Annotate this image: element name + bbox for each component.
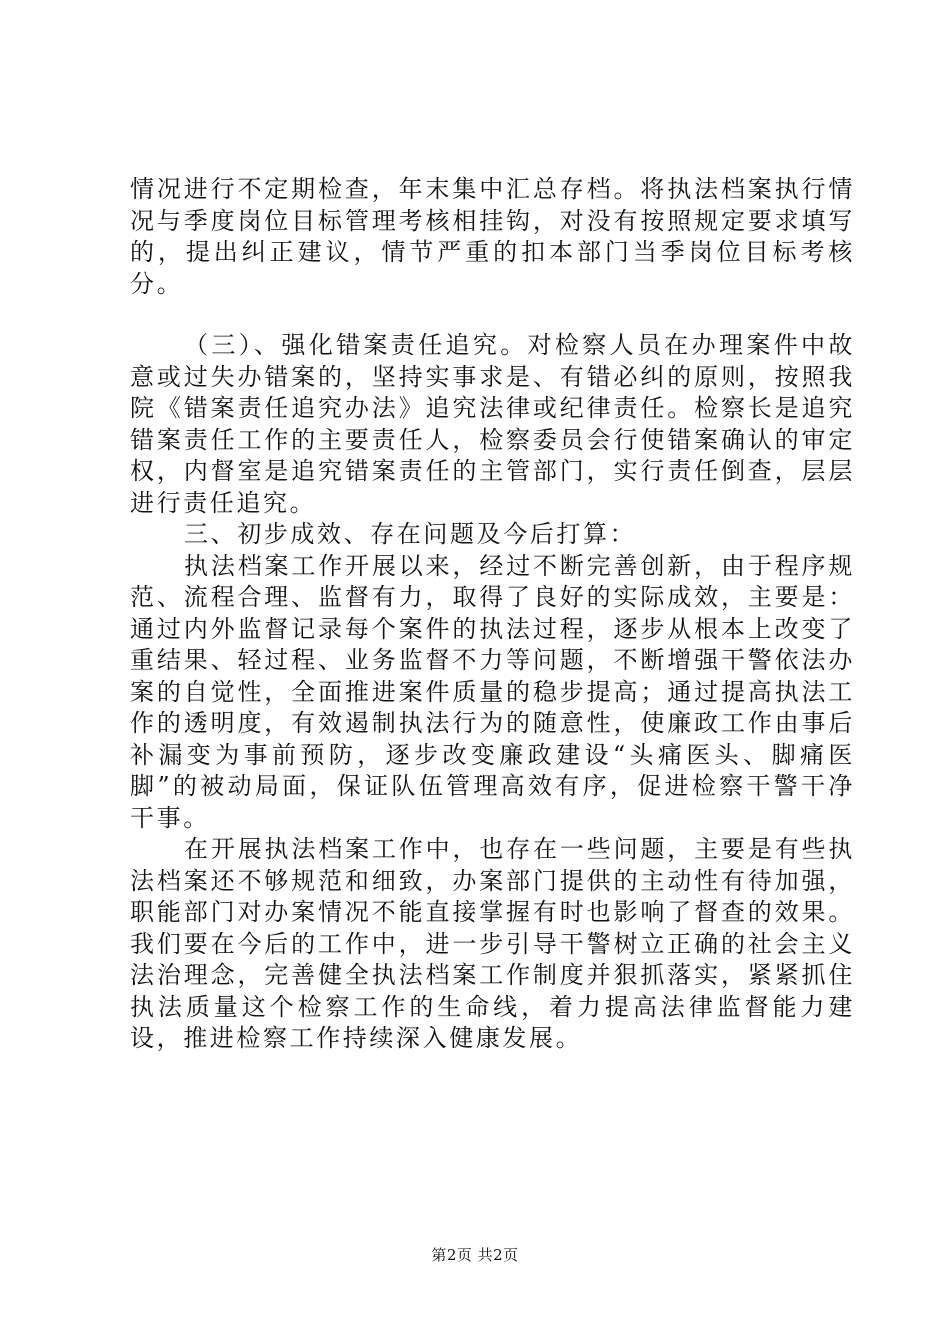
paragraph-problems-plans: 在开展执法档案工作中，也存在一些问题，主要是有些执法档案还不够规范和细致，办案部门提供的主动性有待加强，职能部门对办案情况不能直接掌握有时也影响了督查的效果。我们要在今后的工作中，进一步引导干警树立正确的社会主义法治理念，完善健全执法档案工作制度并狠抓落实，紧紧抓住执法质量这个检察工作的生命线，着力提高法律监督能力建设，推进检察工作持续深入健康发展。 [130, 835, 855, 1052]
paragraph-archive-check: 情况进行不定期检查，年末集中汇总存档。将执法档案执行情况与季度岗位目标管理考核相挂钩，对没有按照规定要求填写的，提出纠正建议，情节严重的扣本部门当季岗位目标考核分。 [130, 175, 855, 298]
paragraph-error-accountability: （三）、强化错案责任追究。对检察人员在办理案件中故意或过失办错案的，坚持实事求是、有错必纠的原则，按照我院《错案责任追究办法》追究法律或纪律责任。检察长是追究错案责任工作的主要责任人，检察委员会行使错案确认的审定权，内督室是追究错案责任的主管部门，实行责任倒查，层层进行责任追究。 [130, 331, 855, 517]
document-body [130, 174, 855, 1055]
page-number-footer: 第2页 共2页 [431, 1246, 519, 1264]
paragraph-gap [130, 300, 855, 330]
paragraph-results: 执法档案工作开展以来，经过不断完善创新，由于程序规范、流程合理、监督有力，取得了良好的实际成效，主要是：通过内外监督记录每个案件的执法过程，逐步从根本上改变了重结果、轻过程、业务监督不力等问题，不断增强干警依法办案的自觉性，全面推进案件质量的稳步提高；通过提高执法工作的透明度，有效遏制执法行为的随意性，使廉政工作由事后补漏变为事前预防，逐步改变廉政建设“头痛医头、脚痛医脚”的被动局面，保证队伍管理高效有序，促进检察干警干净干事。 [130, 551, 855, 832]
section-heading-results: 三、初步成效、存在问题及今后打算： [184, 520, 637, 548]
